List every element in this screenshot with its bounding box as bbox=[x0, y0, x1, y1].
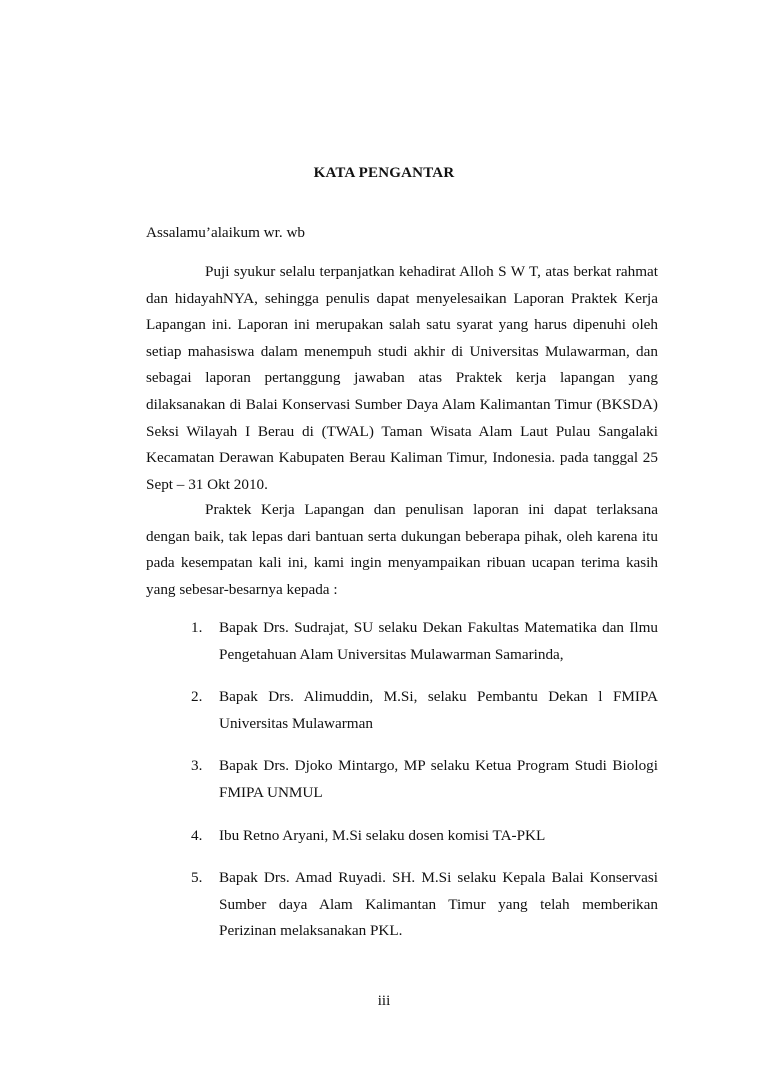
greeting: Assalamu’alaikum wr. wb bbox=[146, 224, 306, 241]
list-item-number: 1. bbox=[191, 619, 203, 636]
list-item-text: Bapak Drs. Djoko Mintargo, MP selaku Ketua Program Studi Biologi FMIPA UNMUL bbox=[219, 757, 658, 801]
list-item bbox=[146, 823, 658, 850]
list-item-text: Bapak Drs. Alimuddin, M.Si, selaku Pembantu Dekan l FMIPA Universitas Mulawarman bbox=[219, 688, 658, 732]
acknowledgement-list bbox=[146, 615, 658, 961]
list-item bbox=[146, 865, 658, 945]
list-item-text: Bapak Drs. Sudrajat, SU selaku Dekan Fakultas Matematika dan Ilmu Pengetahuan Alam Universitas Mulawarman Samarinda, bbox=[219, 619, 658, 663]
list-item-number: 5. bbox=[191, 869, 203, 887]
list-item-text: Ibu Retno Aryani, M.Si selaku dosen komisi TA-PKL bbox=[219, 826, 546, 844]
list-item-number: 4. bbox=[191, 826, 203, 844]
list-item-text: Bapak Drs. Amad Ruyadi. SH. M.Si selaku Kepala Balai Konservasi Sumber daya Alam Kalimantan Timur yang telah memberikan Perizinan melaksanakan PKL. bbox=[219, 869, 658, 940]
paragraph-1: Puji syukur selalu terpanjatkan kehadirat Alloh S W T, atas berkat rahmat dan hidayahNYA, sehingga penulis dapat menyelesaikan Laporan Praktek Kerja Lapangan ini. Laporan ini merupakan salah satu syarat yang harus dipenuhi oleh setiap mahasiswa dalam menempuh studi akhir di Universitas Mulawarman, dan sebagai laporan pertanggung jawaban atas Praktek kerja lapangan yang dilaksanakan di Balai Konservasi Sumber Daya Alam Kalimantan Timur (BKSDA) Seksi Wilayah I Berau di (TWAL) Taman Wisata Alam Laut Pulau Sangalaki Kecamatan Derawan Kabupaten Berau Kaliman Timur, Indonesia. pada tanggal 25 Sept – 31 Okt 2010. bbox=[146, 263, 658, 493]
list-item bbox=[146, 615, 658, 668]
list-item bbox=[146, 684, 658, 737]
list-item-number: 2. bbox=[191, 688, 203, 706]
paragraph-2: Praktek Kerja Lapangan dan penulisan laporan ini dapat terlaksana dengan baik, tak lepas dari bantuan serta dukungan beberapa pihak, oleh karena itu pada kesempatan kali ini, kami ingin menyampaikan ribuan ucapan terima kasih yang sebesar-besarnya kepada : bbox=[146, 501, 658, 598]
page-title: KATA PENGANTAR bbox=[313, 165, 455, 181]
list-item bbox=[146, 753, 658, 806]
page-number: iii bbox=[377, 993, 391, 1009]
list-item-number: 3. bbox=[191, 757, 203, 775]
